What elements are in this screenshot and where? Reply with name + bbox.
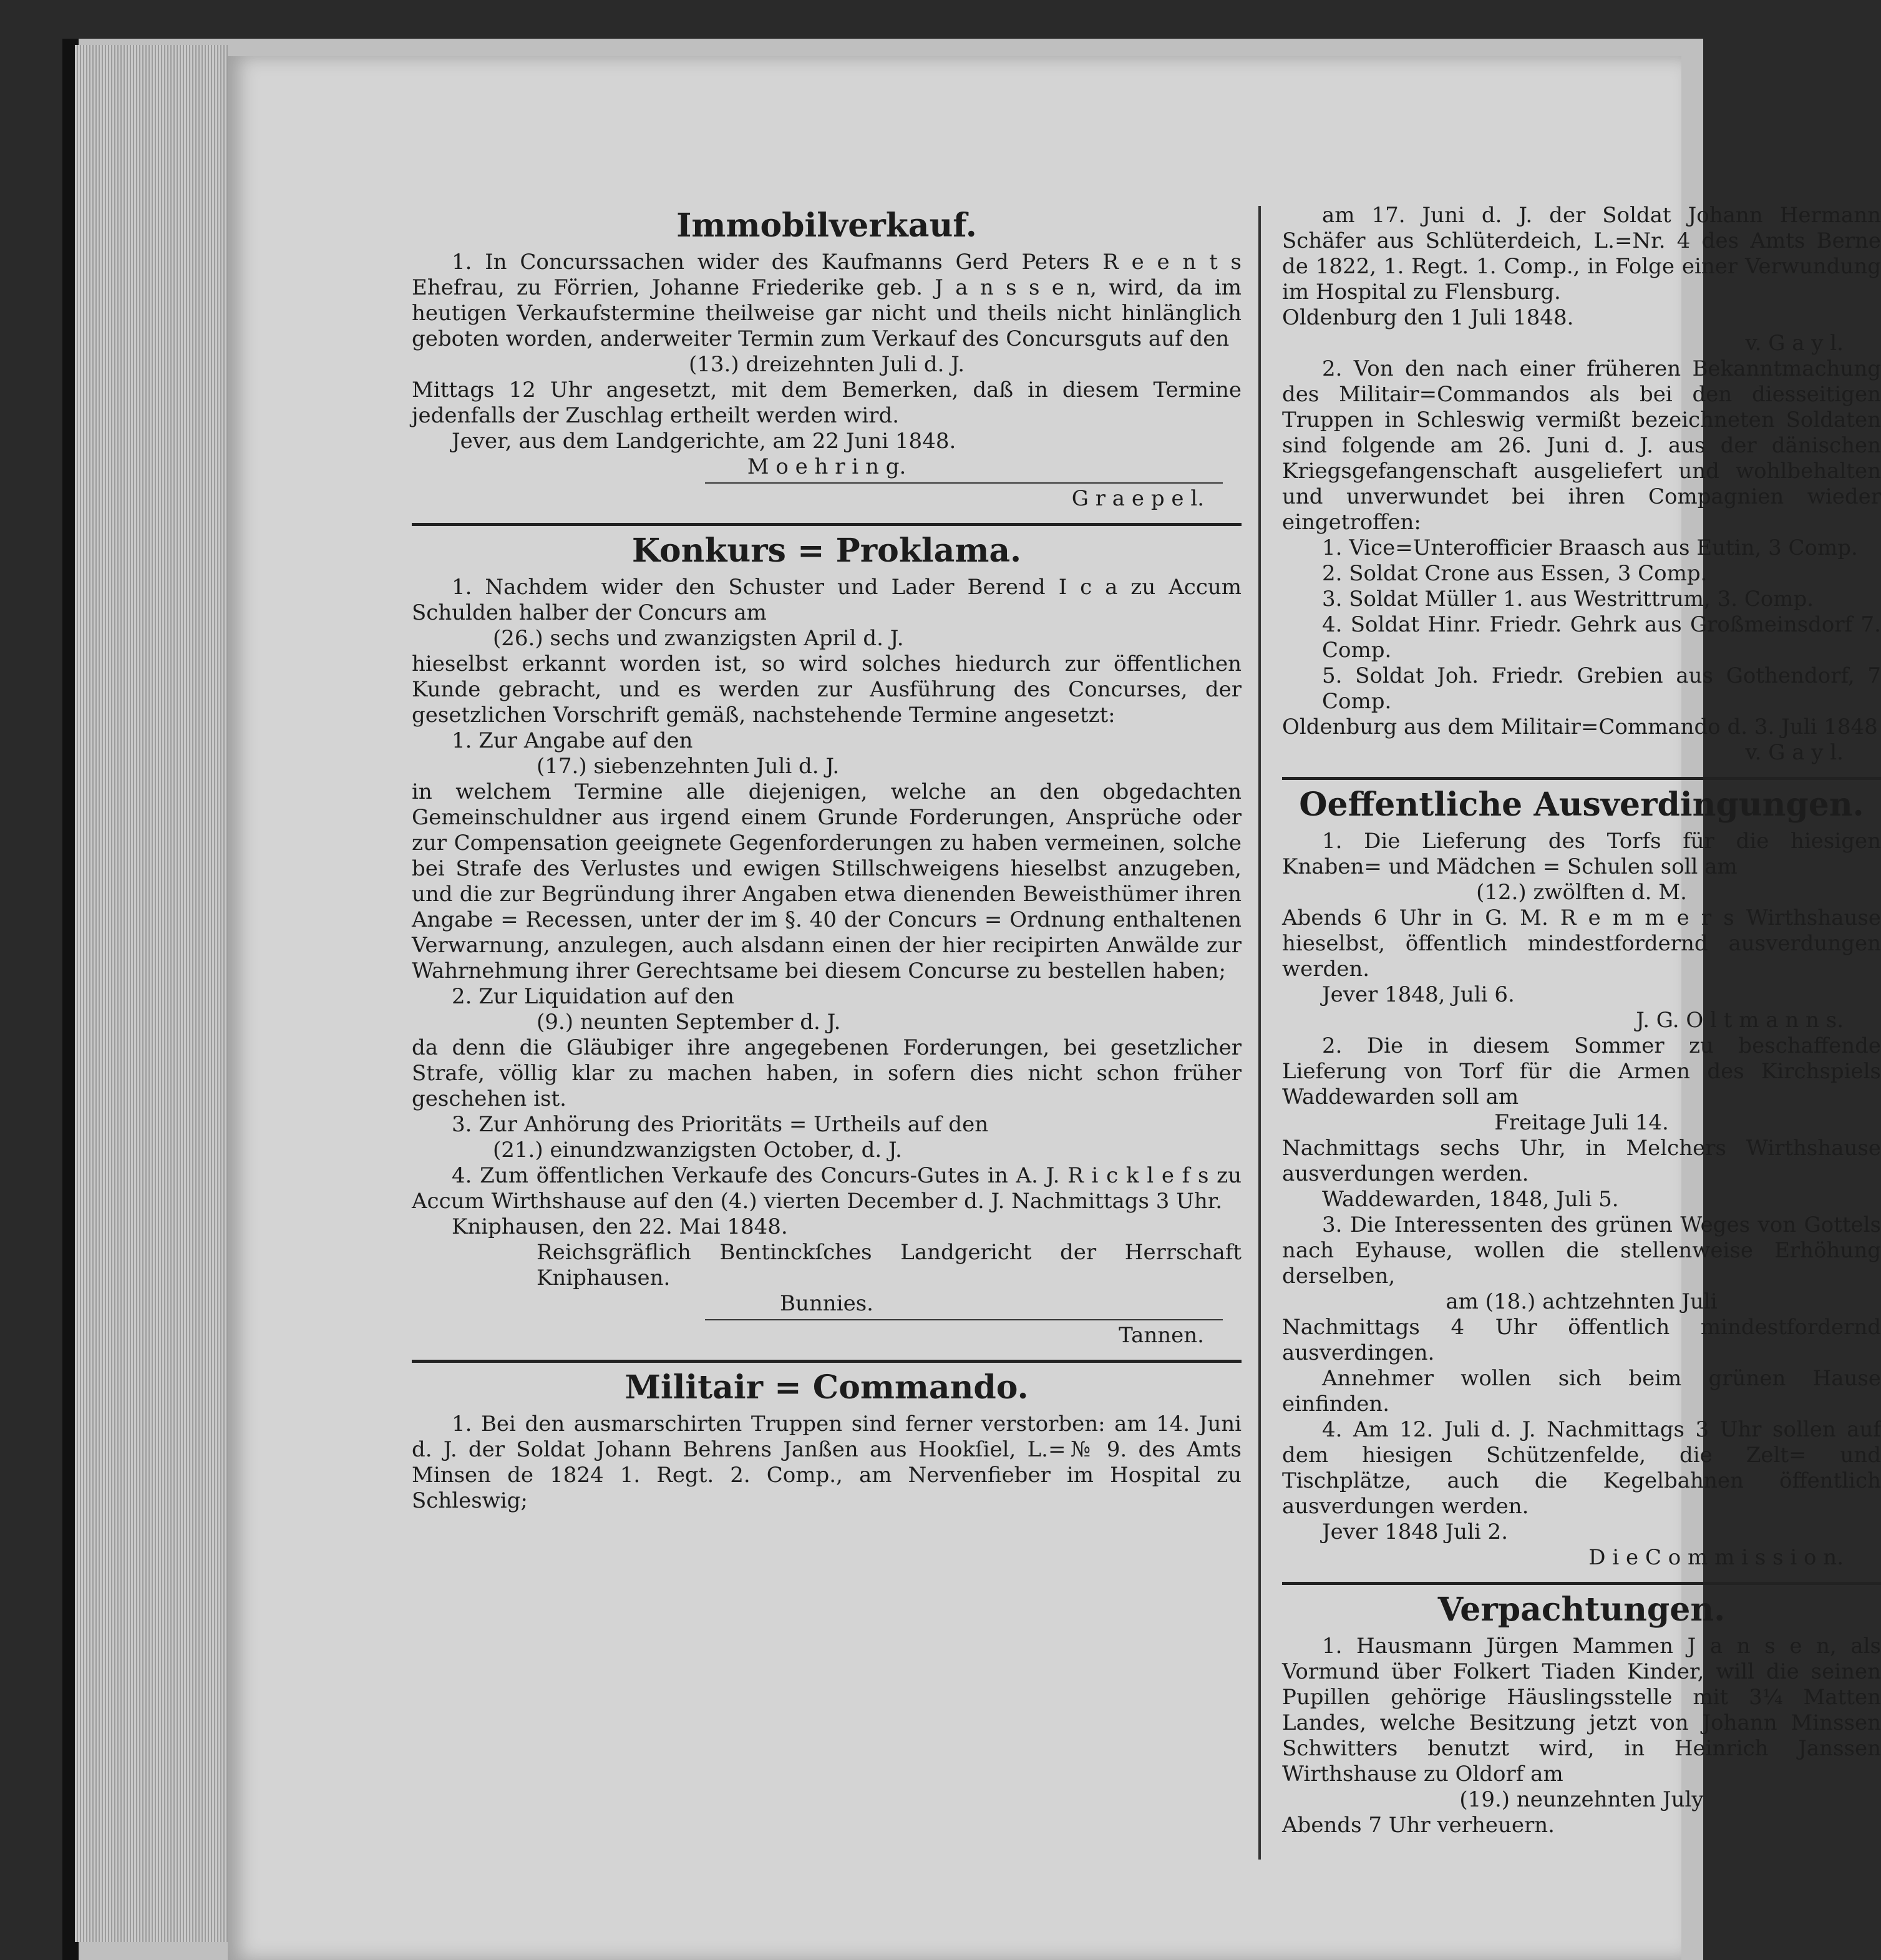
signature: M o e h r i n g. — [747, 454, 906, 479]
section-title: Immobilverkauf. — [676, 207, 977, 245]
notice-text: Nachmittags sechs Uhr, in Melchers Wirthshause ausverdungen werden. — [1282, 1136, 1881, 1186]
notice-date: (19.) neunzehnten July — [1459, 1787, 1704, 1812]
notice-place: Jever, aus dem Landgerichte, am 22 Juni 1848. — [452, 429, 956, 454]
notice-text: 1. Bei den ausmarschirten Truppen sind ferner verstorben: am 14. Juni d. J. der Soldat Johann Behrens Janßen aus Hookſiel, L.=№ 9. des Amts Minsen de 1824 1. Regt. 2. Comp., am Nervenfieber im Hospital zu Schleswig; — [412, 1411, 1242, 1513]
list-item: 4. Soldat Hinr. Friedr. Gehrk aus Großmeinsdorf 7. Comp. — [1322, 612, 1881, 663]
notice-text: 1. Hausmann Jürgen Mammen J a n s e n, als Vormund über Folkert Tiaden Kinder, will die seinen Pupillen gehörige Häuslingsstelle mit 3¼ Matten Landes, welche Besitzung jetzt von Johann Minssen Schwitters benutzt wird, in Heinrich Janssen Wirthshause zu Oldorf am — [1282, 1634, 1881, 1787]
signature-rule — [705, 482, 1223, 484]
notice-place: Waddewarden, 1848, Juli 5. — [1322, 1187, 1619, 1212]
notice-text: Mittags 12 Uhr angesetzt, mit dem Bemerken, daß in diesem Termine jedenfalls der Zuschlag ertheilt werden wird. — [412, 378, 1242, 428]
notice-place: Oldenburg aus dem Militair=Commando d. 3. Juli 1848 — [1282, 714, 1878, 739]
section-konkurs — [412, 531, 1242, 1348]
notice-date: am (18.) achtzehnten Juli — [1446, 1289, 1718, 1314]
notice-date: (17.) siebenzehnten Juli d. J. — [537, 754, 840, 779]
section-immobilverkauf — [412, 206, 1242, 512]
signature: D i e C o m m i s s i o n. — [1588, 1545, 1844, 1570]
notice-text: Annehmer wollen sich beim grünen Hause einfinden. — [1282, 1366, 1881, 1416]
notice-text: da denn die Gläubiger ihre angegebenen Forderungen, bei gesetzlicher Strafe, völlig klar zu machen haben, in sofern dies nicht schon früher geschehen ist. — [412, 1035, 1242, 1111]
section-verpachtungen — [1282, 1590, 1881, 1838]
section-divider — [412, 1360, 1242, 1363]
notice-text: 1. Die Lieferung des Torfs für die hiesigen Knaben= und Mädchen = Schulen soll am — [1282, 829, 1881, 879]
notice-text: 1. In Concurssachen wider des Kaufmanns Gerd Peters R e e n t s Ehefrau, zu Förrien, Johanne Friederike geb. J a n s s e n, wird, da im heutigen Verkaufstermine theilweise gar nicht und theils nicht hinlänglich geboten worden, anderweiter Termin zum Verkauf des Concursguts auf den — [412, 250, 1242, 351]
court-name: Reichsgräflich Bentinckſches Landgericht der Herrschaft Kniphausen. — [537, 1240, 1242, 1290]
notice-text: 1. Nachdem wider den Schuster und Lader Berend I c a zu Accum Schulden halber der Concurs am — [412, 575, 1242, 625]
right-column — [1282, 203, 1881, 1838]
section-divider — [1282, 1582, 1881, 1585]
page-edges — [75, 45, 228, 1942]
notice-date: (13.) dreizehnten Juli d. J. — [689, 352, 965, 377]
notice-text: Nachmittags 4 Uhr öffentlich mindestfordernd ausverdingen. — [1282, 1315, 1881, 1365]
notice-text: 2. Die in diesem Sommer zu beschaffende Lieferung von Torf für die Armen des Kirchspiels Waddewarden soll am — [1282, 1033, 1881, 1109]
section-title: Oeffentliche Ausverdingungen. — [1299, 786, 1864, 824]
list-item: 1. Vice=Unterofficier Braasch aus Eutin, 3 Comp. — [1322, 535, 1858, 560]
section-divider — [1282, 777, 1881, 780]
list-item: 5. Soldat Joh. Friedr. Grebien aus Gothendorf, 7 Comp. — [1322, 663, 1881, 714]
signature: Bunnies. — [780, 1291, 873, 1316]
notice-text: 2. Von den nach einer früheren Bekanntmachung des Militair=Commandos als bei den diesseitigen Truppen in Schleswig vermißt bezeichneten Soldaten sind folgende am 26. Juni d. J. aus der dänischen Kriegsgefangenschaft ausgeliefert und wohlbehalten und unverwundet bei ihren Compagnien wieder eingetroffen: — [1282, 356, 1881, 535]
notice-text: 4. Am 12. Juli d. J. Nachmittags 3 Uhr sollen auf dem hiesigen Schützenfelde, die Zelt= und Tischplätze, auch die Kegelbahnen öffentlich ausverdungen werden. — [1282, 1417, 1881, 1519]
section-title: Verpachtungen. — [1437, 1591, 1726, 1629]
left-column — [412, 201, 1242, 1514]
section-militair — [412, 1368, 1242, 1514]
signature: G r a e p e l. — [1071, 486, 1204, 511]
notice-text: hieselbst erkannt worden ist, so wird solches hiedurch zur öffentlichen Kunde gebracht, und es werden zur Ausführung des Concurses, der gesetzlichen Vorschrift gemäß, nachstehende Termine angesetzt: — [412, 651, 1242, 728]
signature: J. G. O l t m a n n s. — [1636, 1008, 1844, 1033]
signature-rule — [705, 1319, 1223, 1320]
notice-item: 2. Zur Liquidation auf den — [452, 984, 734, 1009]
notice-place: Jever 1848, Juli 6. — [1322, 982, 1515, 1007]
notice-place: Kniphausen, den 22. Mai 1848. — [452, 1214, 788, 1239]
notice-date: (9.) neunten September d. J. — [537, 1010, 841, 1035]
signature: Tannen. — [1119, 1323, 1204, 1348]
notice-date: (21.) einundzwanzigsten October, d. J. — [493, 1138, 902, 1163]
notice-date: (26.) sechs und zwanzigsten April d. J. — [493, 626, 904, 651]
notice-text: Abends 6 Uhr in G. M. R e m m e r s Wirthshause hieselbst, öffentlich mindestfordernd ausverdungen werden. — [1282, 905, 1881, 982]
signature: v. G a y l. — [1745, 740, 1844, 765]
notice-text: am 17. Juni d. J. der Soldat Johann Hermann Schäfer aus Schlüterdeich, L.=Nr. 4 des Amts Berne de 1822, 1. Regt. 1. Comp., in Folge einer Verwundung im Hospital zu Flensburg. — [1282, 203, 1881, 305]
notice-item: 1. Zur Angabe auf den — [452, 728, 693, 753]
signature: v. G a y l. — [1745, 331, 1844, 356]
section-title: Konkurs = Proklama. — [631, 532, 1022, 570]
section-title: Militair = Commando. — [625, 1368, 1029, 1407]
notice-text: 3. Die Interessenten des grünen Weges von Gottels nach Eyhause, wollen die stellenweise Erhöhung derselben, — [1282, 1212, 1881, 1289]
newspaper-page — [228, 56, 1881, 1960]
list-item: 2. Soldat Crone aus Essen, 3 Comp. — [1322, 561, 1708, 586]
section-divider — [412, 523, 1242, 526]
section-militair-continued — [1282, 203, 1881, 766]
notice-item: 4. Zum öffentlichen Verkaufe des Concurs-Gutes in A. J. R i c k l e f s zu Accum Wirthshause auf den (4.) vierten December d. J. Nachmittags 3 Uhr. — [412, 1163, 1242, 1214]
list-item: 3. Soldat Müller 1. aus Westrittrum, 3. Comp. — [1322, 587, 1814, 612]
section-ausverdingungen — [1282, 785, 1881, 1571]
notice-text: Abends 7 Uhr verheuern. — [1282, 1813, 1555, 1838]
notice-date: Freitage Juli 14. — [1494, 1110, 1669, 1135]
column-divider — [1258, 206, 1261, 1860]
notice-place: Jever 1848 Juli 2. — [1322, 1519, 1508, 1544]
notice-date: (12.) zwölften d. M. — [1476, 880, 1687, 905]
notice-text: in welchem Termine alle diejenigen, welche an den obgedachten Gemeinschuldner aus irgend einem Grunde Forderungen, Ansprüche oder zur Compensation geeignete Gegenforderungen zu haben vermeinen, solche bei Strafe des Verlustes und ewigen Stillschweigens hieselbst anzugeben, und die zur Begründung ihrer Angaben etwa dienenden Beweisthümer ihren Angabe = Recessen, unter der im §. 40 der Concurs = Ordnung enthaltenen Verwarnung, anzulegen, auch alsdann einen der hier recipirten Anwälde zur Wahrnehmung ihrer Gerechtsame bei diesem Concurse zu bestellen haben; — [412, 779, 1242, 983]
notice-item: 3. Zur Anhörung des Prioritäts = Urtheils auf den — [452, 1112, 989, 1137]
notice-place: Oldenburg den 1 Juli 1848. — [1282, 305, 1574, 330]
